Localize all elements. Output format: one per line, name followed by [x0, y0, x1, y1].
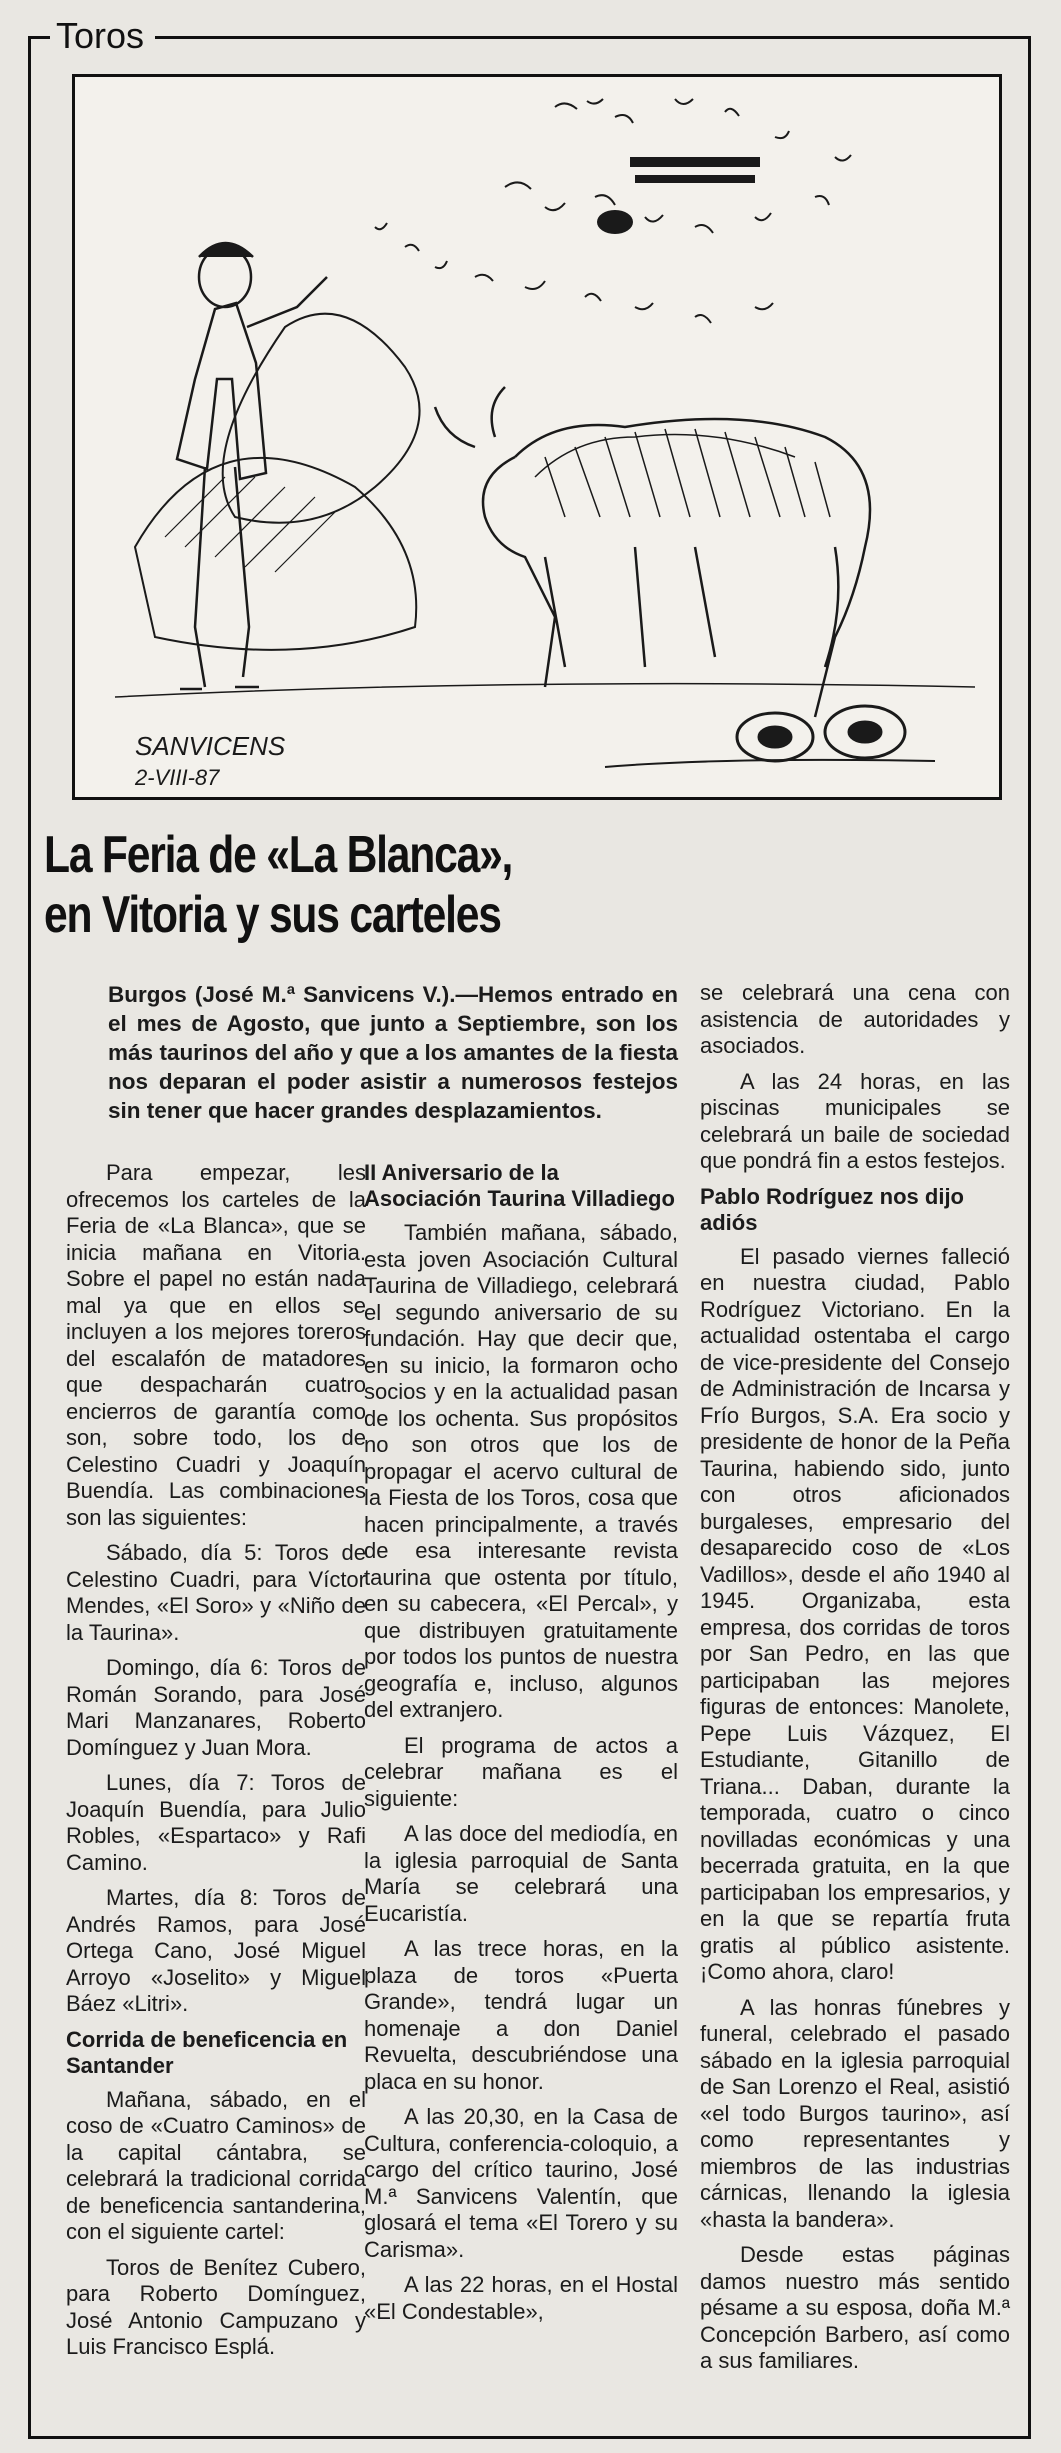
paragraph: A las doce del mediodía, en la iglesia parroquial de Santa María se celebrará una Eucaristía.: [364, 1821, 678, 1926]
paragraph: se celebrará una cena con asistencia de autoridades y asociados.: [700, 980, 1010, 1058]
paragraph: Para empezar, les ofrecemos los carteles de la Feria de «La Blanca», que se inicia mañana en Vitoria. Sobre el papel no están nada mal ya que en ellos se incluyen a los mejores toreros del escalafón de matadores que despacharán cuatro encierros de garantía como son, sobre todo, los de Celestino Cuadri y Joaquín Buendía. Las combinaciones son las siguientes:: [66, 1160, 366, 1530]
column-2: [364, 1160, 678, 2334]
article-headline: [44, 825, 552, 945]
frame-top-rule: [155, 36, 1031, 39]
paragraph: El pasado viernes falleció en nuestra ciudad, Pablo Rodríguez Victoriano. En la actualidad ostentaba el cargo de vice-presidente del Consejo de Administración de Incarsa y Frío Burgos, S.A. Era socio y presidente de honor de la Peña Taurina, habiendo sido, junto con otros aficionados burgaleses, empresario del desaparecido coso de «Los Vadillos», desde el año 1940 al 1945. Organizaba, esta empresa, dos corridas de toros por San Pedro, en las que participaban las mejores figuras de entonces: Manolete, Pepe Luis Vázquez, El Estudiante, Gitanillo de Triana... Daban, durante la temporada, cuatro o cinco novilladas económicas y una becerrada gratuita, en la que participaban los empresarios, y en la que se repartía fruta gratis al público asistente. ¡Como ahora, claro!: [700, 1243, 1010, 1984]
bullfight-illustration: [72, 74, 1002, 800]
signature-date: 2-VIII-87: [135, 765, 220, 790]
frame-bottom-rule: [28, 2436, 1031, 2439]
paragraph: Domingo, día 6: Toros de Román Sorando, para José Mari Manzanares, Roberto Domínguez y Juan Mora.: [66, 1655, 366, 1760]
paragraph: Lunes, día 7: Toros de Joaquín Buendía, para Julio Robles, «Espartaco» y Rafi Camino.: [66, 1770, 366, 1875]
paragraph: A las honras fúnebres y funeral, celebrado el pasado sábado en la iglesia parroquial de San Lorenzo el Real, asistió «el todo Burgos taurino», así como representantes y miembros de las industrias cárnicas, llenando la iglesia «hasta la bandera».: [700, 1994, 1010, 2232]
paragraph: Desde estas páginas damos nuestro más sentido pésame a su esposa, doña M.ª Concepción Barbero, así como a sus familiares.: [700, 2242, 1010, 2373]
column-1: [66, 1160, 366, 2370]
signature-text: SANVICENS: [135, 731, 286, 761]
article-lead: Burgos (José M.ª Sanvicens V.).—Hemos entrado en el mes de Agosto, que junto a Septiembre, son los más taurinos del año y que a los amantes de la fiesta nos deparan el poder asistir a numerosos festejos sin tener que hacer grandes desplazamientos.: [108, 982, 678, 1123]
frame-top-left-rule: [28, 36, 50, 39]
paragraph: Sábado, día 5: Toros de Celestino Cuadri, para Víctor Mendes, «El Soro» y «Niño de la Taurina».: [66, 1540, 366, 1645]
subheading-santander: Corrida de beneficencia en Santander: [66, 2026, 348, 2078]
bullfight-sketch: [75, 77, 999, 797]
paragraph: También mañana, sábado, esta joven Asociación Cultural Taurina de Villadiego, celebrará el segundo aniversario de su fundación. Hay que decir que, en su inicio, la formaron ocho socios y en la actualidad pasan de los ochenta. Sus propósitos no son otros que los de propagar el acervo cultural de la Fiesta de los Toros, cosa que hacen principalmente, a través de esa interesante revista taurina que ostenta por título, en su cabecera, «El Percal», y que distribuyen gratuitamente por todos los puntos de nuestra geografía e, incluso, algunos del extranjero.: [364, 1220, 678, 1722]
paragraph: Mañana, sábado, en el coso de «Cuatro Caminos» de la capital cántabra, se celebrará la tradicional corrida de beneficencia santanderina, con el siguiente cartel:: [66, 2086, 366, 2244]
headline-line-2: en Vitoria y sus carteles: [44, 886, 501, 944]
paragraph: A las 22 horas, en el Hostal «El Condestable»,: [364, 2272, 678, 2324]
paragraph: A las trece horas, en la plaza de toros «Puerta Grande», tendrá lugar un homenaje a don Daniel Revuelta, descubriéndose una placa en su honor.: [364, 1936, 678, 2094]
frame-left-rule: [28, 36, 31, 2436]
frame-right-rule: [1028, 36, 1031, 2436]
subheading-villadiego: II Aniversario de la Asociación Taurina Villadiego: [364, 1160, 675, 1211]
paragraph: A las 24 horas, en las piscinas municipales se celebrará un baile de sociedad que pondrá fin a estos festejos.: [700, 1068, 1010, 1173]
section-label: Toros: [52, 14, 148, 58]
paragraph: Martes, día 8: Toros de Andrés Ramos, para José Ortega Cano, José Miguel Arroyo «Joselito» y Miguel Báez «Litri».: [66, 1885, 366, 2016]
headline-line-1: La Feria de «La Blanca»,: [44, 826, 513, 884]
paragraph: El programa de actos a celebrar mañana es el siguiente:: [364, 1732, 678, 1811]
paragraph: A las 20,30, en la Casa de Cultura, conferencia-coloquio, a cargo del crítico taurino, José M.ª Sanvicens Valentín, que glosará el tema «El Torero y su Carisma».: [364, 2104, 678, 2262]
column-3: [700, 980, 1010, 2384]
subheading-obituary: Pablo Rodríguez nos dijo adiós: [700, 1183, 964, 1235]
paragraph: Toros de Benítez Cubero, para Roberto Domínguez, José Antonio Campuzano y Luis Francisco Esplá.: [66, 2254, 366, 2359]
